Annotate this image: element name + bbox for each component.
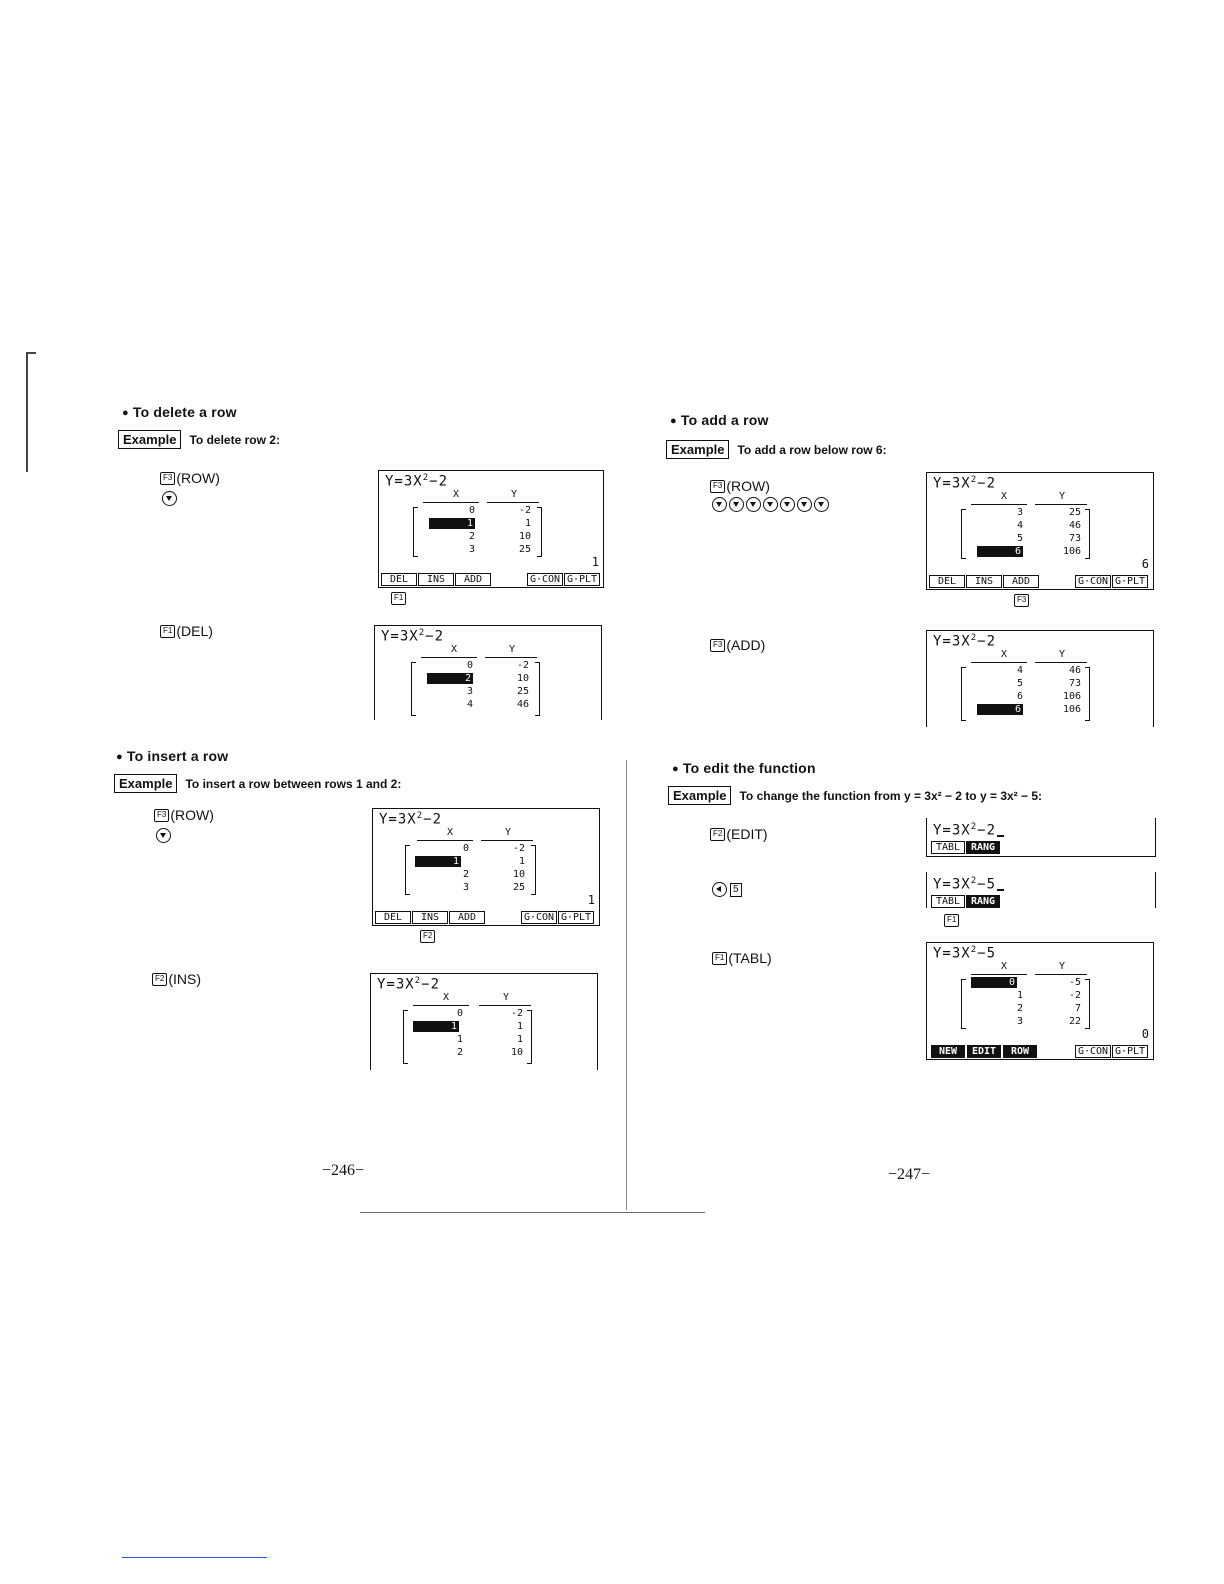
step-label: (DEL) — [176, 623, 213, 639]
y-header: Y — [503, 992, 510, 1003]
menu-gcon[interactable]: G·CON — [1075, 575, 1111, 588]
y-cell: 25 — [1068, 507, 1081, 518]
down-arrow-icon — [712, 497, 727, 512]
screen-formula: $Y=3X^2-5$ — [933, 945, 996, 962]
calc-screen-delete-1 — [378, 470, 604, 588]
text-cursor — [997, 835, 1004, 836]
y-header: Y — [505, 827, 512, 838]
x-cell: 0 — [468, 505, 475, 516]
menu-del[interactable]: DEL — [929, 575, 965, 588]
text-cursor — [997, 889, 1004, 890]
y-header: Y — [511, 489, 518, 500]
y-cell: 46 — [1068, 520, 1081, 531]
down-arrow-keys — [712, 496, 831, 514]
x-cell: 5 — [1016, 533, 1023, 544]
row-indicator: 0 — [1141, 1027, 1149, 1041]
x-header: X — [1001, 961, 1008, 972]
y-header: Y — [509, 644, 516, 655]
y-cell: 25 — [512, 882, 525, 893]
x-cell: 3 — [1016, 1016, 1023, 1027]
menu-tabl[interactable]: TABL — [931, 841, 965, 854]
f3-key-icon: F3 — [710, 639, 725, 652]
example-add-row — [666, 440, 887, 459]
footnote-f1-key-icon: F1 — [944, 914, 959, 927]
x-cell: 0 — [462, 843, 469, 854]
left-corner-rule — [26, 352, 36, 354]
y-header-line — [487, 502, 539, 503]
y-cell: -5 — [1068, 977, 1081, 988]
screen-formula: $Y=3X^2-2$ — [377, 976, 440, 993]
y-header: Y — [1059, 649, 1066, 660]
row-indicator: 1 — [587, 893, 595, 907]
x-cell: 4 — [466, 699, 473, 710]
row-indicator: 1 — [591, 555, 599, 569]
y-cell: 25 — [518, 544, 531, 555]
x-cell-selected: 2 — [427, 673, 473, 684]
menu-add[interactable]: ADD — [455, 573, 491, 586]
right-bracket — [535, 662, 540, 716]
left-bracket — [403, 1010, 408, 1064]
down-arrow-icon — [814, 497, 829, 512]
step-label: (TABL) — [728, 950, 772, 966]
y-cell: 25 — [516, 686, 529, 697]
right-bracket — [537, 507, 542, 557]
left-margin-rule — [26, 352, 28, 472]
f1-key-icon: F1 — [712, 952, 727, 965]
left-bracket — [961, 667, 966, 721]
y-header-line — [1035, 974, 1087, 975]
x-cell-selected: 0 — [971, 977, 1017, 988]
y-cell: 46 — [1068, 665, 1081, 676]
x-cell-selected: 6 — [977, 704, 1023, 715]
x-header-line — [971, 974, 1027, 975]
example-text: To delete row 2: — [189, 433, 280, 447]
page-number-right: −247− — [888, 1166, 931, 1183]
x-cell: 3 — [1016, 507, 1023, 518]
x-cell: 4 — [1016, 520, 1023, 531]
x-header-line — [423, 502, 479, 503]
menu-gplt[interactable]: G·PLT — [558, 911, 594, 924]
menu-add[interactable]: ADD — [449, 911, 485, 924]
step-label: (INS) — [168, 971, 202, 987]
left-bracket — [411, 662, 416, 716]
y-header-line — [485, 657, 537, 658]
page-number-left: −246− — [322, 1162, 365, 1179]
example-text: To add a row below row 6: — [737, 443, 887, 457]
x-header-line — [417, 840, 473, 841]
x-header: X — [1001, 491, 1008, 502]
function-menu — [929, 573, 1151, 588]
menu-row[interactable]: ROW — [1003, 1045, 1037, 1058]
step-row-key — [154, 807, 214, 823]
f3-key-icon: F3 — [710, 480, 725, 493]
y-cell: 1 — [518, 856, 525, 867]
heading-text: To delete a row — [132, 404, 237, 420]
y-cell: 10 — [516, 673, 529, 684]
right-bracket — [527, 1010, 532, 1064]
menu-rang[interactable]: RANG — [966, 895, 1000, 908]
x-header: X — [453, 489, 460, 500]
x-cell: 2 — [468, 531, 475, 542]
menu-ins[interactable]: INS — [412, 911, 448, 924]
x-header: X — [447, 827, 454, 838]
left-bracket — [405, 845, 410, 895]
y-cell: -2 — [512, 843, 525, 854]
menu-del[interactable]: DEL — [375, 911, 411, 924]
menu-ins[interactable]: INS — [966, 575, 1002, 588]
right-bracket — [1085, 667, 1090, 721]
down-arrow-icon — [162, 491, 177, 506]
y-cell: 1 — [516, 1021, 523, 1032]
y-header-line — [1035, 662, 1087, 663]
heading-text: To edit the function — [682, 760, 816, 776]
calc-screen-add-2 — [926, 630, 1154, 727]
x-header-line — [421, 657, 477, 658]
step-label: (ROW) — [176, 470, 220, 486]
menu-tabl[interactable]: TABL — [931, 895, 965, 908]
calc-screen-delete-2 — [374, 625, 602, 720]
y-cell: 22 — [1068, 1016, 1081, 1027]
f3-key-icon: F3 — [154, 809, 169, 822]
y-cell: 10 — [518, 531, 531, 542]
example-edit-function — [668, 786, 1042, 805]
y-cell: 10 — [510, 1047, 523, 1058]
menu-gcon[interactable]: G·CON — [521, 911, 557, 924]
down-arrow-key — [162, 490, 179, 508]
step-ins-key — [152, 971, 201, 987]
step-tabl-key — [712, 950, 772, 966]
y-header-line — [1035, 504, 1087, 505]
right-bracket — [531, 845, 536, 895]
down-arrow-icon — [780, 497, 795, 512]
step-del-key — [160, 623, 213, 639]
example-label: Example — [118, 430, 181, 449]
x-header: X — [451, 644, 458, 655]
y-cell: 46 — [516, 699, 529, 710]
screen-formula: $Y=3X^2-2$ — [933, 475, 996, 492]
y-cell: -2 — [518, 505, 531, 516]
menu-new[interactable]: NEW — [931, 1045, 965, 1058]
example-insert-row — [114, 774, 401, 793]
heading-text: To insert a row — [126, 748, 229, 764]
x-cell: 5 — [1016, 678, 1023, 689]
heading-edit-function — [672, 760, 816, 776]
x-header: X — [1001, 649, 1008, 660]
example-label: Example — [668, 786, 731, 805]
menu-rang[interactable]: RANG — [966, 841, 1000, 854]
calc-screen-edit-3 — [926, 942, 1154, 1060]
x-cell: 1 — [456, 1034, 463, 1045]
down-arrow-icon — [763, 497, 778, 512]
down-arrow-key — [156, 827, 173, 845]
example-delete-row — [118, 430, 280, 449]
function-menu — [375, 909, 597, 924]
y-header-line — [481, 840, 533, 841]
heading-insert-row — [116, 748, 228, 764]
calc-screen-insert-2 — [370, 973, 598, 1070]
x-cell: 6 — [1016, 691, 1023, 702]
left-bracket — [961, 979, 966, 1029]
example-text: To change the function from — [739, 789, 901, 803]
step-label: (ADD) — [726, 637, 766, 653]
y-header: Y — [1059, 961, 1066, 972]
y-cell: 10 — [512, 869, 525, 880]
screen-formula: $Y=3X^2-2$ — [933, 822, 1004, 839]
f1-key-icon: F1 — [160, 625, 175, 638]
step-label: (ROW) — [726, 478, 770, 494]
x-cell-selected: 6 — [977, 546, 1023, 557]
left-arrow-icon — [712, 882, 727, 897]
bullet-icon: ● — [670, 415, 677, 427]
f2-key-icon: F2 — [710, 828, 725, 841]
x-cell: 0 — [466, 660, 473, 671]
x-cell-selected: 1 — [415, 856, 461, 867]
menu-ins[interactable]: INS — [418, 573, 454, 586]
x-cell: 3 — [462, 882, 469, 893]
bullet-icon: ● — [672, 763, 679, 775]
x-cell: 4 — [1016, 665, 1023, 676]
x-cell: 2 — [456, 1047, 463, 1058]
x-header: X — [443, 992, 450, 1003]
example-label: Example — [114, 774, 177, 793]
y-cell: -2 — [1068, 990, 1081, 1001]
y-cell: 106 — [1062, 546, 1081, 557]
row-indicator: 6 — [1141, 557, 1149, 571]
example-formula: y = 3x² − 2 to y = 3x² − 5: — [903, 789, 1043, 803]
x-cell: 0 — [456, 1008, 463, 1019]
screen-formula: $Y=3X^2-2$ — [933, 633, 996, 650]
y-cell: 1 — [524, 518, 531, 529]
x-cell: 2 — [1016, 1003, 1023, 1014]
digit-5-key-icon: 5 — [730, 883, 742, 897]
screen-formula: $Y=3X^2-2$ — [381, 628, 444, 645]
step-row-key — [160, 470, 220, 486]
menu-gplt[interactable]: G·PLT — [1112, 1045, 1148, 1058]
step-label: (ROW) — [170, 807, 214, 823]
x-header-line — [413, 1005, 469, 1006]
screen-formula: $Y=3X^2-2$ — [379, 811, 442, 828]
step-row-key — [710, 478, 770, 494]
footnote-f1-key-icon: F1 — [391, 592, 406, 605]
menu-gcon[interactable]: G·CON — [1075, 1045, 1111, 1058]
step-edit-key — [710, 826, 768, 842]
y-cell: 7 — [1074, 1003, 1081, 1014]
y-cell: -2 — [516, 660, 529, 671]
function-menu — [929, 1043, 1151, 1058]
menu-add[interactable]: ADD — [1003, 575, 1039, 588]
screen-formula: $Y=3X^2-5$ — [933, 876, 1004, 893]
down-arrow-icon — [746, 497, 761, 512]
menu-gplt[interactable]: G·PLT — [1112, 575, 1148, 588]
heading-add-row — [670, 412, 769, 428]
y-header: Y — [1059, 491, 1066, 502]
left-bracket — [413, 507, 418, 557]
heading-text: To add a row — [680, 412, 769, 428]
x-cell: 2 — [462, 869, 469, 880]
function-menu — [381, 571, 601, 586]
screen-formula: $Y=3X^2-2$ — [385, 473, 448, 490]
x-header-line — [971, 662, 1027, 663]
y-header-line — [479, 1005, 531, 1006]
calc-screen-add-1 — [926, 472, 1154, 590]
calc-screen-insert-1 — [372, 808, 600, 926]
footer-link-rule — [122, 1557, 267, 1558]
menu-gplt[interactable]: G·PLT — [564, 573, 600, 586]
x-cell-selected: 1 — [429, 518, 475, 529]
menu-del[interactable]: DEL — [381, 573, 417, 586]
y-cell: 106 — [1062, 691, 1081, 702]
step-left-5-keys — [712, 882, 742, 897]
heading-delete-row — [122, 404, 237, 420]
step-add-key — [710, 637, 765, 653]
bullet-icon: ● — [116, 751, 123, 763]
x-cell: 1 — [1016, 990, 1023, 1001]
x-cell: 3 — [466, 686, 473, 697]
y-cell: -2 — [510, 1008, 523, 1019]
y-cell: 73 — [1068, 678, 1081, 689]
example-text: To insert a row between rows 1 and 2: — [185, 777, 402, 791]
bottom-rule — [360, 1212, 705, 1213]
f3-key-icon: F3 — [160, 472, 175, 485]
x-cell-selected: 1 — [413, 1021, 459, 1032]
right-bracket — [1085, 509, 1090, 559]
y-cell: 1 — [516, 1034, 523, 1045]
y-cell: 73 — [1068, 533, 1081, 544]
x-header-line — [971, 504, 1027, 505]
menu-edit[interactable]: EDIT — [967, 1045, 1001, 1058]
step-label: (EDIT) — [726, 826, 768, 842]
example-label: Example — [666, 440, 729, 459]
bullet-icon: ● — [122, 407, 129, 419]
calc-screen-edit-1 — [926, 818, 1156, 857]
footnote-f2-key-icon: F2 — [420, 930, 435, 943]
left-bracket — [961, 509, 966, 559]
y-cell: 106 — [1062, 704, 1081, 715]
down-arrow-icon — [156, 828, 171, 843]
down-arrow-icon — [729, 497, 744, 512]
calc-screen-edit-2 — [926, 872, 1156, 908]
footnote-f3-key-icon: F3 — [1014, 594, 1029, 607]
x-cell: 3 — [468, 544, 475, 555]
spine-rule — [626, 760, 627, 1210]
right-bracket — [1085, 979, 1090, 1029]
menu-gcon[interactable]: G·CON — [527, 573, 563, 586]
down-arrow-icon — [797, 497, 812, 512]
f2-key-icon: F2 — [152, 973, 167, 986]
